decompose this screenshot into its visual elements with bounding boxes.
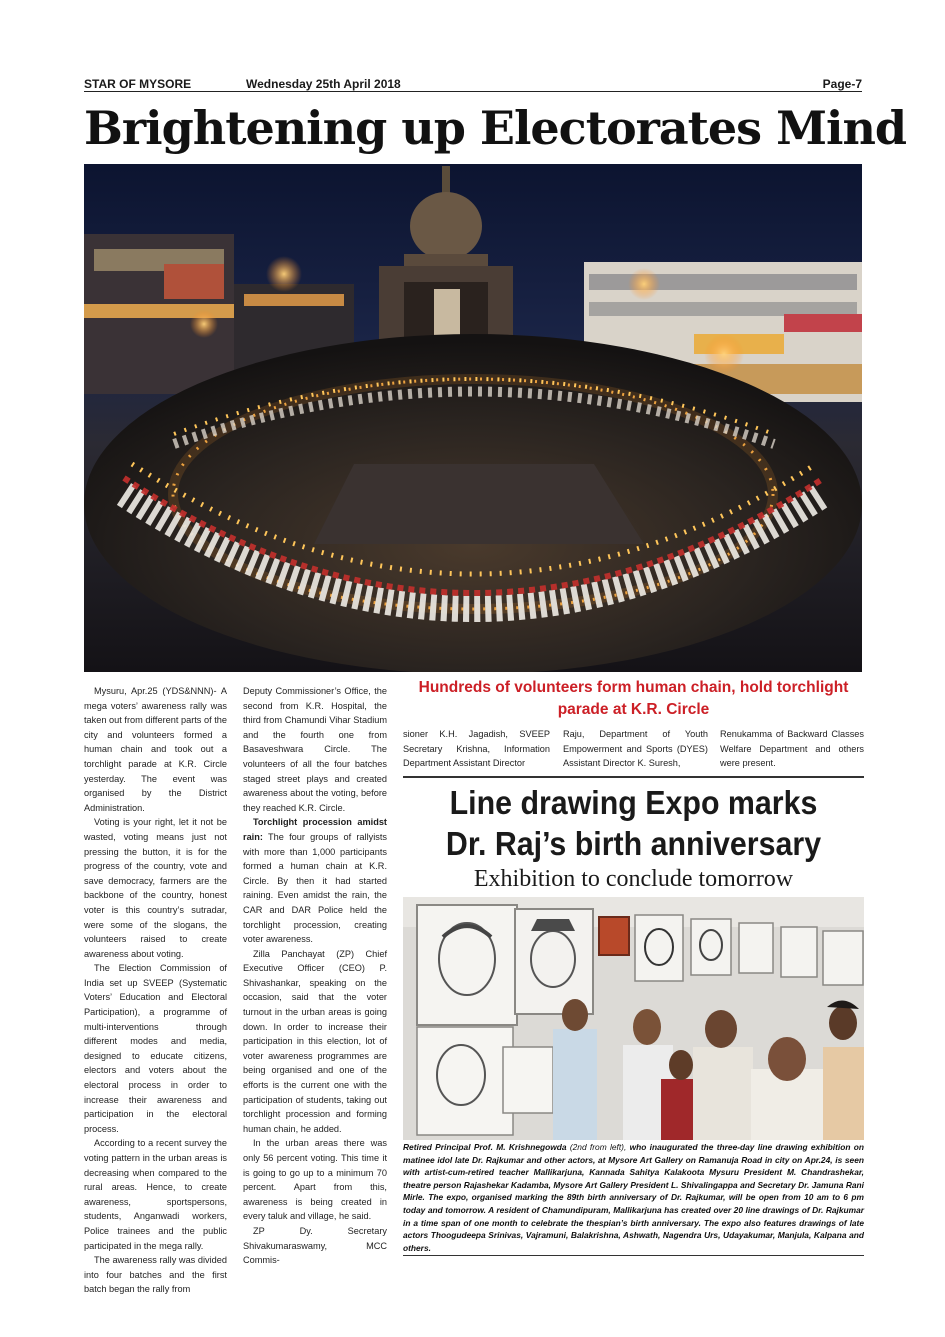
caption-body: who inaugurated the three-day line drawing exhibition on matinee idol late Dr. Rajkumar and other actors, at Mysore Art Gallery on Ramanuja Road in city on Apr.24, is seen with artist-cum-retired teacher Mallikarjuna, Kannada Sahitya Kalakoota Mysuru President M. Chandrashekar, theatre person Rajashekar Kadamba, Mysore Art Gallery President L. Shivalingappa and Secretary Dr. Jamuna Rani Mirle. The expo, organised marking the 89th birth anniversary of Dr. Rajkumar, will be open from 10 am to 6 pm today and tomorrow. A resident of Chamundipuram, Mallikarjuna has created over 20 line drawings of Dr. Rajkumar in a time span of one month to celebrate the thespian’s birth anniversary. The expo also features drawings of late actors Thoogudeepa Srinivas, Vajramuni, Balakrishna, Ashwath, Nagendra Urs, Udayakumar, Manjula, Kalpana and others. (403, 1142, 864, 1253)
rally-paragraph: Raju, Department of Youth Empowerment and Sports (DYES) Assistant Director K. Suresh, (563, 729, 708, 769)
page-number: Page-7 (822, 77, 862, 91)
rally-paragraph: The awareness rally was divided into four batches and the first batch began the rally from (84, 1255, 227, 1295)
torchlight-parade-photo-art (84, 164, 862, 672)
rally-paragraph: The Election Commission of India set up SVEEP (Systematic Voters’ Education and Electoral Participation), a programme of multi-interventions through different modes and media, designed to educate citizens, electors and voters about the electoral process in order to increase their awareness and participation in the electoral process. (84, 963, 227, 1134)
rally-story-column-3 (403, 727, 550, 771)
caption-bottom-rule (403, 1255, 864, 1256)
rally-paragraph: Voting is your right, let it not be wasted, voting means just not pressing the button, it is for the progress of the country, vote and save democracy, farmers are the backbone of the country, honest voter is this country’s sutradar, were some of the slogans, the volunteers raised to create awareness about voting. (84, 817, 227, 959)
rally-paragraph: The four groups of rallyists with more than 1,000 participants formed a human chain at K.R. Circle. By then it had started raining. Even amidst the rain, the CAR and DAR Police held the torchlight procession, creating voter awareness. (243, 831, 387, 945)
rally-paragraph: Deputy Commissioner’s Office, the second from K.R. Hospital, the third from Chamundi Vihar Stadium and the fourth one from Basaveshwara Circle. The volunteers of all the four batches staged street plays and created awareness about the voting, before they reached K.R. Circle. (243, 686, 387, 813)
rally-subheadline: Hundreds of volunteers form human chain, hold torchlight parade at K.R. Circle (418, 679, 849, 718)
issue-date: Wednesday 25th April 2018 (246, 77, 401, 91)
expo-headline-line-2: Dr. Raj’s birth anniversary (445, 825, 822, 862)
rally-paragraph: According to a recent survey the voting pattern in the urban areas is decreasing when compared to the rural areas. Hence, to create awareness, sportspersons, students, Anganwadi workers, Police trainees and the public participated in the mega rally. (84, 1138, 227, 1251)
masthead (84, 74, 862, 92)
rally-story-column-1 (84, 684, 227, 1297)
caption-lead: Retired Principal Prof. M. Krishnegowda (403, 1142, 567, 1152)
expo-subheadline: Exhibition to conclude tomorrow (473, 866, 794, 892)
rally-story-column-2 (243, 684, 387, 1268)
expo-headline-line-1: Line drawing Expo marks (449, 784, 818, 821)
rally-story-column-5 (720, 727, 864, 771)
torchlight-parade-photo (84, 164, 862, 672)
caption-position-note: (2nd from left), (569, 1142, 627, 1152)
rally-paragraph: In the urban areas there was only 56 percent voting. This time it is going to go up to a minimum 70 percent. Apart from this, awareness is being created in every taluk and village, he said. (243, 1138, 387, 1222)
rally-paragraph: Renukamma of Backward Classes Welfare Department and others were present. (720, 729, 864, 769)
page-headline: Brightening up Electorates Mind (84, 101, 907, 155)
expo-photo-caption (403, 1141, 864, 1254)
torchlight-subhead: Torchlight procession amidst rain: (243, 817, 387, 842)
rally-paragraph: sioner K.H. Jagadish, SVEEP Secretary Krishna, Information Department Assistant Director (403, 729, 550, 769)
rally-paragraph: Mysuru, Apr.25 (YDS&NNN)- A mega voters’ awareness rally was taken out from different parts of the city and volunteers formed a human chain and took out a torchlight parade at K.R. Circle yesterday. The event was organised by the District Administration. (84, 686, 227, 813)
line-drawing-exhibition-photo (403, 897, 864, 1140)
rally-paragraph: Zilla Panchayat (ZP) Chief Executive Officer (CEO) P. Shivashankar, speaking on the occasion, said that the voter turnout in the urban areas is going down. In order to increase their participation in this election, lot of voter awareness programmes are being organised and one of the efforts is the current one with the participation of students, taking out torchlight procession and forming human chain, he added. (243, 948, 387, 1134)
line-drawing-exhibition-photo-art (403, 897, 864, 1140)
newspaper-name: STAR OF MYSORE (84, 77, 192, 91)
rally-paragraph: ZP Dy. Secretary Shivakumaraswamy, MCC Commis- (243, 1225, 387, 1266)
section-divider (403, 776, 864, 778)
rally-story-column-4 (563, 727, 708, 771)
